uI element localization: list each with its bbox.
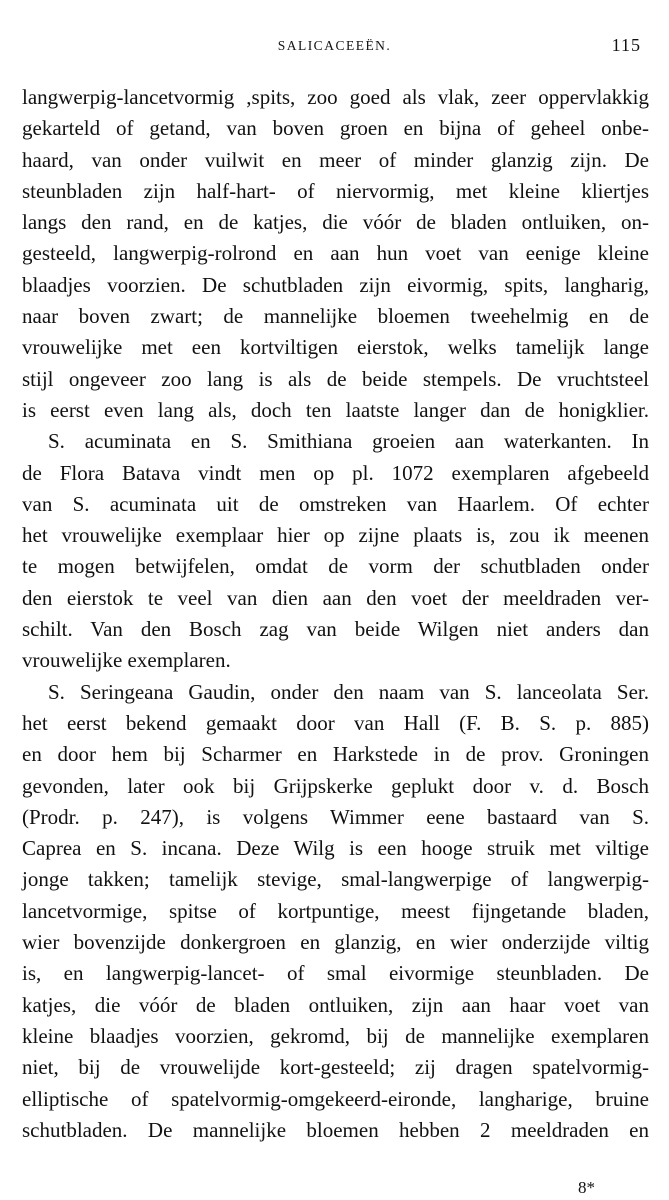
text-line: de Flora Batava vindt men op pl. 1072 exemplaren afgebeeld	[22, 460, 649, 485]
text-line: den eierstok te veel van dien aan den voet der meeldraden ver-	[22, 585, 649, 610]
text-line: langwerpig-lancetvormig ,spits, zoo goed als vlak, zeer oppervlakkig	[22, 85, 649, 109]
body-text	[22, 82, 649, 1146]
signature-mark: 8*	[578, 1178, 595, 1197]
text-line: het vrouwelijke exemplaar hier op zijne plaats is, zou ik meenen	[22, 523, 649, 548]
text-line: niet, bij de vrouwelijde kort-gesteeld; zij dragen spatelvormig-	[22, 1055, 649, 1080]
text-line: naar boven zwart; de mannelijke bloemen tweehelmig en de	[22, 304, 649, 329]
text-line: kleine blaadjes voorzien, gekromd, bij de mannelijke exemplaren	[22, 1023, 649, 1048]
text-line: gevonden, later ook bij Grijpskerke geplukt door v. d. Bosch	[22, 773, 649, 798]
text-line: steunbladen zijn half-hart- of niervormig, met kleine kliertjes	[22, 178, 649, 203]
text-line: en door hem bij Scharmer en Harkstede in de prov. Groningen	[22, 742, 649, 767]
paragraph-start-line: S. Seringeana Gaudin, onder den naam van S. lanceolata Ser.	[48, 679, 649, 704]
text-line: elliptische of spatelvormig-omgekeerd-eironde, langharige, bruine	[22, 1086, 649, 1111]
text-line: jonge takken; tamelijk stevige, smal-langwerpige of langwerpig-	[22, 867, 649, 892]
text-line: Caprea en S. incana. Deze Wilg is een hooge struik met viltige	[22, 836, 649, 861]
text-line: langs den rand, en de katjes, die vóór de bladen ontluiken, on-	[22, 210, 649, 235]
text-line: is, en langwerpig-lancet- of smal eivormige steunbladen. De	[22, 961, 649, 986]
text-line: vrouwelijke met een kortviltigen eierstok, welks tamelijk lange	[22, 335, 649, 360]
paragraph-end-line: vrouwelijke exemplaren.	[22, 648, 231, 673]
text-line: schilt. Van den Bosch zag van beide Wilgen niet anders dan	[22, 617, 649, 642]
running-header	[22, 35, 647, 62]
paragraph-start-line: S. acuminata en S. Smithiana groeien aan waterkanten. In	[48, 429, 649, 454]
text-line: is eerst even lang als, doch ten laatste langer dan de honigklier.	[22, 397, 649, 422]
text-line: gesteeld, langwerpig-rolrond en aan hun voet van eenige kleine	[22, 241, 649, 266]
text-line: (Prodr. p. 247), is volgens Wimmer eene bastaard van S.	[22, 804, 649, 829]
text-line: haard, van onder vuilwit en meer of minder glanzig zijn. De	[22, 147, 649, 172]
text-line: schutbladen. De mannelijke bloemen hebben 2 meeldraden en	[22, 1117, 649, 1142]
text-line: blaadjes voorzien. De schutbladen zijn eivormig, spits, langharig,	[22, 272, 649, 297]
text-line: te mogen betwijfelen, omdat de vorm der schutbladen onder	[22, 554, 649, 579]
running-title: SALICACEEËN.	[277, 38, 392, 53]
text-line: het eerst bekend gemaakt door van Hall (F. B. S. p. 885)	[22, 710, 649, 735]
text-line: katjes, die vóór de bladen ontluiken, zijn aan haar voet van	[22, 992, 649, 1017]
text-line: gekarteld of getand, van boven groen en bijna of geheel onbe-	[22, 116, 649, 141]
text-line: stijl ongeveer zoo lang is als de beide stempels. De vruchtsteel	[22, 366, 649, 391]
text-line: wier bovenzijde donkergroen en glanzig, en wier onderzijde viltig	[22, 930, 649, 955]
page-number: 115	[611, 35, 641, 55]
text-line: van S. acuminata uit de omstreken van Haarlem. Of echter	[22, 491, 649, 516]
text-line: lancetvormige, spitse of kortpuntige, meest fijngetande bladen,	[22, 898, 649, 923]
